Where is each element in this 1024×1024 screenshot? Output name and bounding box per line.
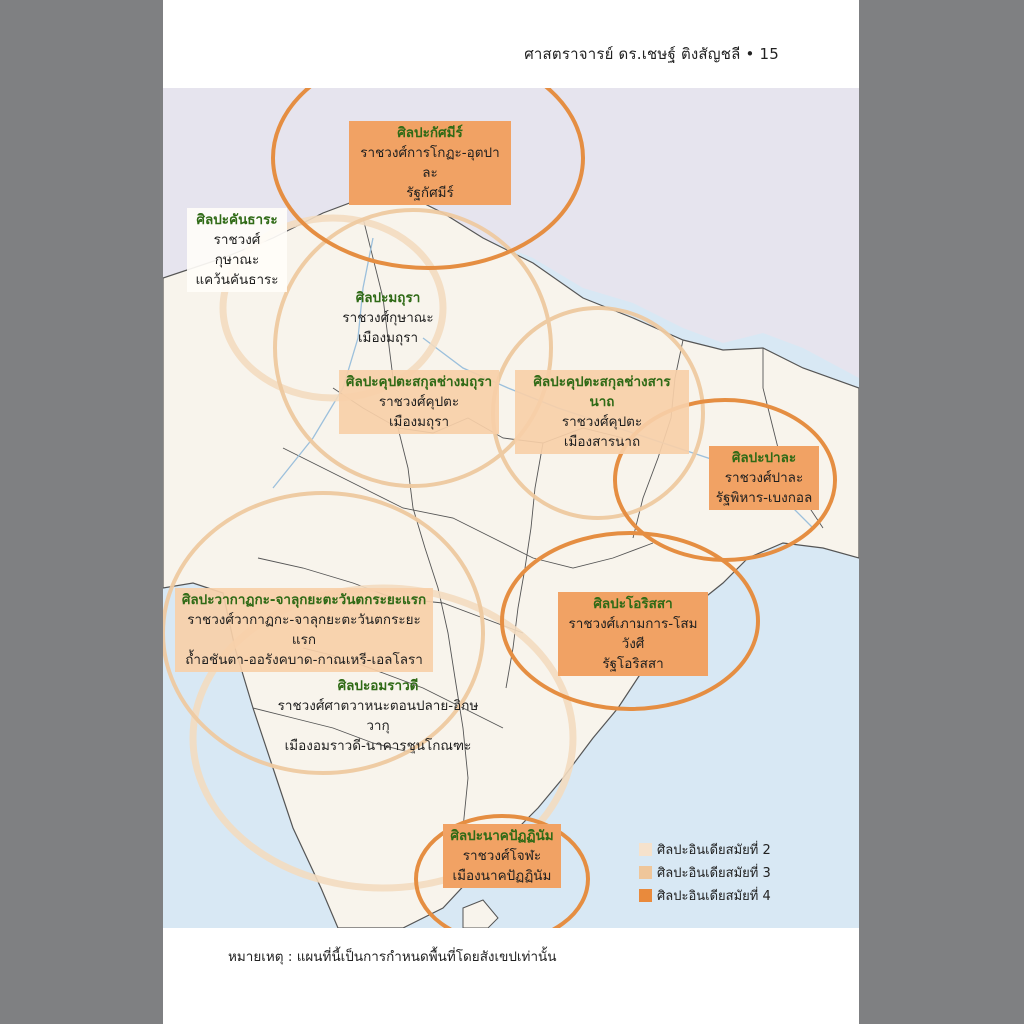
region-title: ศิลปะคันธาระ <box>196 212 278 228</box>
region-title: ศิลปะกัศมีร์ <box>397 125 463 141</box>
map-footnote: หมายเหตุ : แผนที่นี้เป็นการกำหนดพื้นที่โดยสังเขปเท่านั้น <box>228 949 557 965</box>
region-label-gupta-sarnath <box>515 370 689 454</box>
region-dynasty: ราชวงศ์โจฬะ <box>462 848 542 864</box>
region-label-mathura <box>333 286 443 350</box>
region-dynasty: ราชวงศ์ศาตวาหนะตอนปลาย-อิกษวากุ <box>277 698 479 734</box>
legend-item-period-3 <box>639 861 771 884</box>
region-label-odisha <box>558 592 708 676</box>
legend-item-period-4 <box>639 884 771 907</box>
map-legend <box>639 838 771 907</box>
region-dynasty: ราชวงศ์การโกฏะ-อุตปาละ <box>360 145 500 181</box>
region-label-nagapattinam <box>443 824 561 888</box>
region-dynasty: ราชวงศ์วากาฏกะ-จาลุกยะตะวันตกระยะแรก <box>187 612 421 648</box>
region-label-gandhara <box>187 208 287 292</box>
region-title: ศิลปะอมราวดี <box>337 678 419 694</box>
region-label-pala <box>709 446 819 510</box>
region-label-vakataka <box>175 588 433 672</box>
region-place: รัฐโอริสสา <box>602 656 664 672</box>
legend-label: ศิลปะอินเดียสมัยที่ 2 <box>657 843 771 858</box>
legend-label: ศิลปะอินเดียสมัยที่ 3 <box>657 866 771 881</box>
running-head: ศาสตราจารย์ ดร.เชษฐ์ ติงสัญชลี • 15 <box>524 45 779 63</box>
region-place: เมืองมถุรา <box>388 414 450 430</box>
india-art-map <box>163 88 859 928</box>
region-label-gupta-mathura <box>339 370 499 434</box>
region-dynasty: ราชวงศ์คุปตะ <box>561 414 643 430</box>
region-title: ศิลปะวากาฏกะ-จาลุกยะตะวันตกระยะแรก <box>181 592 427 608</box>
region-dynasty: ราชวงศ์กุษาณะ <box>213 232 261 268</box>
region-dynasty: ราชวงศ์คุปตะ <box>378 394 460 410</box>
region-title: ศิลปะมถุรา <box>355 290 421 306</box>
region-title: ศิลปะคุปตะสกุลช่างมถุรา <box>345 374 493 390</box>
region-label-amaravati <box>268 674 488 758</box>
region-dynasty: ราชวงศ์กุษาณะ <box>342 310 434 326</box>
region-title: ศิลปะนาคปัฏฏินัม <box>450 828 554 844</box>
legend-swatch <box>639 866 652 879</box>
region-title: ศิลปะปาละ <box>731 450 797 466</box>
region-place: แคว้นคันธาระ <box>195 272 279 288</box>
book-page <box>163 0 859 1024</box>
region-label-kashmir <box>349 121 511 205</box>
region-dynasty: ราชวงศ์เภามการ-โสมวังศี <box>568 616 698 652</box>
legend-swatch <box>639 843 652 856</box>
region-place: รัฐกัศมีร์ <box>406 185 454 201</box>
legend-swatch <box>639 889 652 902</box>
region-place: รัฐพิหาร-เบงกอล <box>715 490 813 506</box>
region-place: เมืองมถุรา <box>357 330 419 346</box>
region-place: เมืองสารนาถ <box>563 434 641 450</box>
region-place: ถ้ำอชันตา-ออรังคบาด-กาณเหรี-เอลโลรา <box>185 652 423 668</box>
legend-label: ศิลปะอินเดียสมัยที่ 4 <box>657 889 771 904</box>
legend-item-period-2 <box>639 838 771 861</box>
region-place: เมืองนาคปัฏฏินัม <box>452 868 552 884</box>
region-dynasty: ราชวงศ์ปาละ <box>724 470 804 486</box>
region-title: ศิลปะโอริสสา <box>593 596 673 612</box>
region-place: เมืองอมราวดี-นาคารชุนโกณฑะ <box>284 738 472 754</box>
region-title: ศิลปะคุปตะสกุลช่างสารนาถ <box>533 374 671 410</box>
